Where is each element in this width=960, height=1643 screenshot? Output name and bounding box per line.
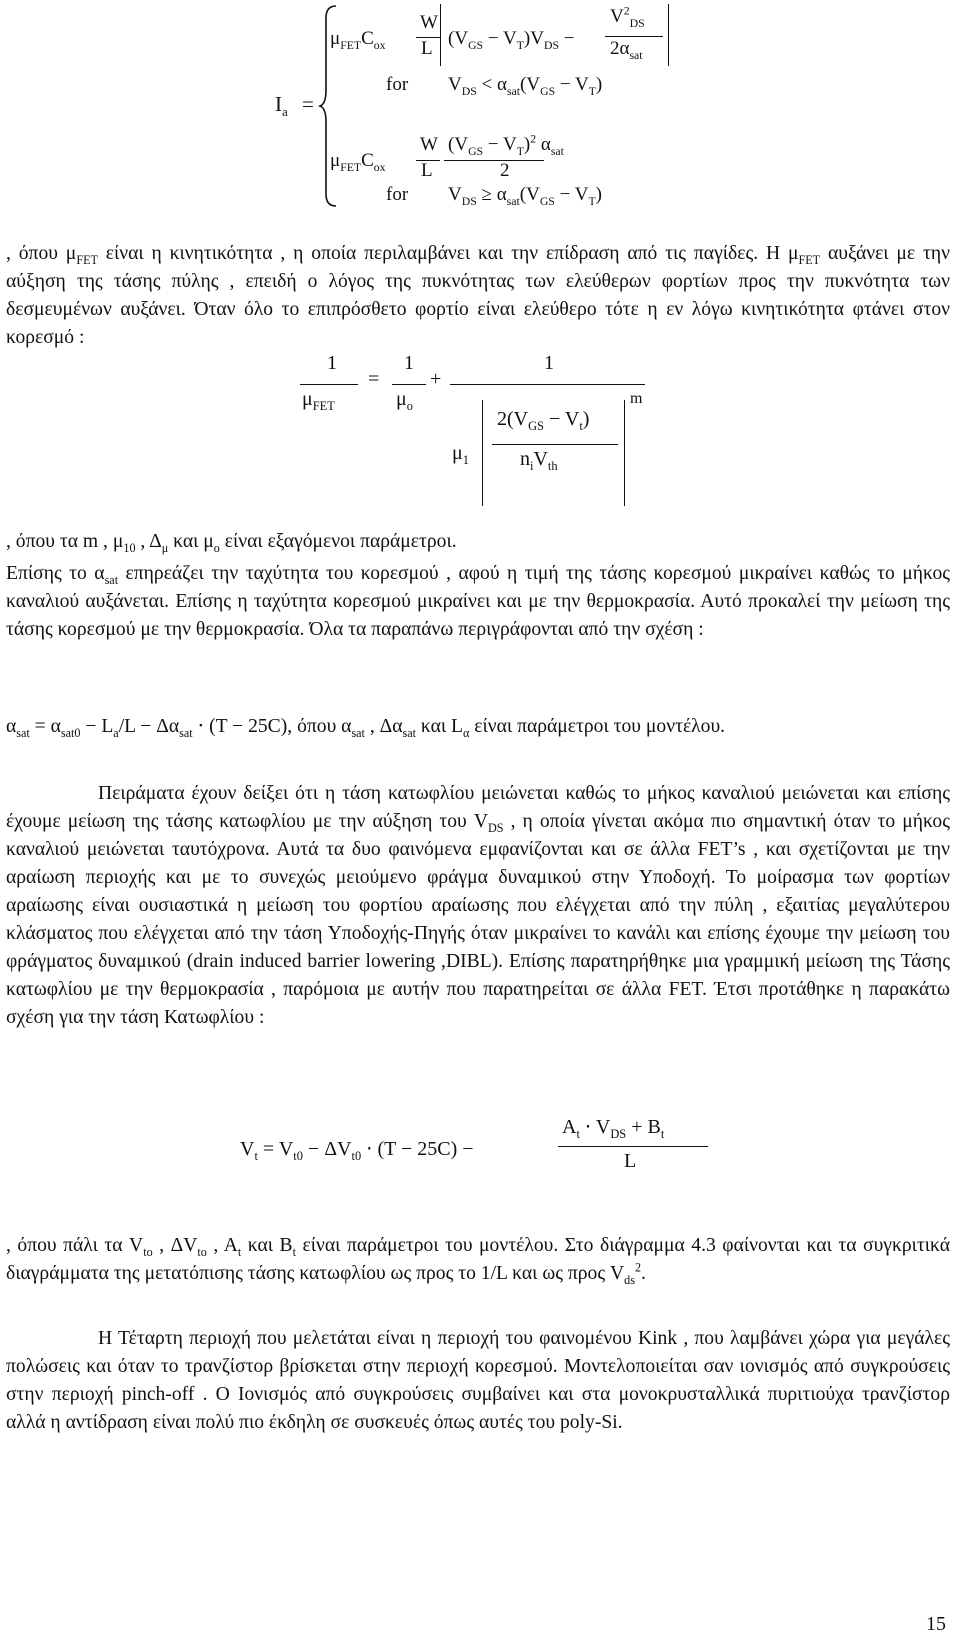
- eq4-numerator: $A_t \cdot V_{DS} + B_t$: [562, 1116, 665, 1141]
- eq2-inner-bar: [492, 444, 618, 445]
- eq1-row1-W: W: [420, 12, 438, 33]
- eq1-row2-mu: $\mu_{FET}C_{ox}$: [330, 150, 386, 174]
- eq2-lhs-den: $\mu_{FET}$: [302, 388, 335, 413]
- page-number: 15: [926, 1613, 946, 1635]
- eq2-term2-num: 1: [544, 352, 554, 374]
- equation-mobility: [0, 352, 960, 522]
- eq1-lhs: $I_a$: [275, 92, 288, 120]
- eq2-equals: =: [368, 368, 380, 390]
- eq2-mu1: $\mu_1$: [452, 442, 469, 467]
- eq2-plus: +: [430, 368, 442, 390]
- eq1-for2: for: [386, 184, 409, 205]
- eq2-exponent-m: m: [630, 390, 643, 407]
- eq2-term1-den: $\mu_o$: [396, 388, 413, 413]
- eq1-row2-num: $(V_{GS} - V_T)^2$ $\alpha_{sat}$: [448, 132, 564, 158]
- paragraph-kink: Η Τέταρτη περιοχή που μελετάται είναι η περιοχή του φαινομένου Kink , που λαμβάνει χώρα για μεγάλες πολώσεις και όταν το τρανζίστορ βρίσκεται στην περιοχή κορεσμού. Μοντελοποιείται σαν ιονισμός από συγκρούσεις στην περιοχή pinch-off . Ο Ιονισμός από συγκρούσεις συμβαίνει και στα μονοκρυσταλλικά πυριτιούχα τρανζίστορ αλλά η αντίδραση είναι πολύ πιο έκδηλη σε συσκευές όπως αυτές του poly-Si.: [6, 1328, 950, 1433]
- eq2-term1-num: 1: [404, 352, 414, 374]
- eq1-row1-mu: $\mu_{FET}C_{ox}$: [330, 28, 386, 52]
- paragraph-parameters: , όπου τα m , $\mu_{10}$ , $\Delta_\mu$ και $\mu_o$ είναι εξαγόμενοι παράμετροι.: [6, 531, 457, 555]
- eq2-inner-num: $2(V_{GS} - V_t)$: [497, 408, 590, 433]
- paragraph-threshold: Πειράματα έχουν δείξει ότι η τάση κατωφλίου μειώνεται καθώς το μήκος καναλιού μειώνεται και επίσης έχουμε μείωση της τάσης κατωφλίου με την αύξηση του $V_{DS}$ , η οποία γίνεται ακόμα πιο σημαντική όταν το μήκος καναλιού μειώνεται ταυτόχρονα. Αυτά τα δυο φαινόμενα εμφανίζονται και σε άλλα FET’s , και σχετίζονται με την αραίωση περιοχής και με το συνεχώς μειούμενο φράγμα δυναμικού στην Υποδοχή. Το μοίρασμα των φορτίων αραίωσης είναι ουσιαστικά η μείωση του φορτίου αραίωσης που ελέγχεται από την πύλη , εξαιτίας μεγαλύτερου κλάσματος που ελέγχεται από την τάση Υποδοχής-Πηγής όταν μικραίνει το κανάλι και επίσης έχουμε την μείωση του φράγματος δυναμικού (drain induced barrier lowering ,DIBL). Επίσης παρατηρήθηκε μια γραμμική μείωση της Τάσης κατωφλίου με την θερμοκρασία , παρόμοια με αυτήν που παρατηρείται σε άλλα FET. Έτσι προτάθηκε η παρακάτω σχέση για την τάση Κατωφλίου :: [6, 783, 950, 1028]
- equation-threshold-voltage: [0, 1110, 960, 1200]
- eq4-body: $V_t = V_{t0} - \Delta V_{t0} \cdot (T - 25C)$ −: [240, 1138, 474, 1163]
- eq2-bracket-right: [624, 400, 625, 506]
- eq1-row1-bracket-right: [668, 4, 669, 66]
- eq2-inner-den: $n_iV_{th}$: [520, 448, 558, 473]
- eq1-row1-frac-bar: [605, 36, 663, 37]
- eq1-row2-frac-bar: [444, 160, 544, 161]
- paragraph-parameters-vt: , όπου πάλι τα $V_{to}$ , $\Delta V_{to}$ , $A_t$ και $B_t$ είναι παράμετροι του μοντέλου. Στο διάγραμμα 4.3 φαίνονται και τα συγκριτικά διαγράμματα της μετατόπισης τάσης κατωφλίου ως προς το 1/L και ως προς $V_{ds}^2$.: [6, 1235, 951, 1287]
- eq2-term2-bar: [450, 384, 645, 385]
- paragraph-mobility: , όπου $\mu_{FET}$ είναι η κινητικότητα , η οποία περιλαμβάνει και την επίδραση από τις παγίδες. Η $\mu_{FET}$ αυξάνει με την αύξηση της τάσης πύλης , επειδή ο λόγος της πυκνότητας των ελεύθερων φορτίων προς την πυκνότητα των δεσμευμένων αυξάνει. Όταν όλο το επιπρόσθετο φορτίο είναι ελεύθερο τότε η εν λόγω κινητικότητα φτάνει στον κορεσμό :: [6, 243, 951, 348]
- equation-drain-current: [0, 0, 960, 215]
- equation-alpha-sat: $\alpha_{sat} = \alpha_{sat0} - L_a/L - \Delta\alpha_{sat} \cdot (T - 25C)$, όπου $\alpha_{sat}$ , $\Delta\alpha_{sat}$ και $L_\alpha$ είναι παράμετροι του μοντέλου.: [6, 716, 726, 740]
- eq1-cond1: $V_{DS} < \alpha_{sat}(V_{GS} - V_T)$: [448, 74, 603, 98]
- eq1-row1-num: $V^2_{DS}$: [610, 4, 645, 30]
- eq2-term1-bar: [392, 384, 426, 385]
- eq1-for1: for: [386, 74, 409, 95]
- eq1-row2-W: W: [420, 134, 438, 155]
- eq1-row1-den: $2\alpha_{sat}$: [610, 38, 643, 62]
- eq1-row1-bracket-left: [440, 4, 441, 66]
- eq1-row1-L: L: [421, 38, 433, 59]
- eq1-cond2: $V_{DS} \ge \alpha_{sat}(V_{GS} - V_T)$: [448, 184, 602, 208]
- eq2-lhs-num: 1: [327, 352, 337, 374]
- eq1-row2-den: 2: [500, 160, 510, 181]
- eq1-row1-body: $(V_{GS} - V_T)V_{DS}$ −: [448, 28, 575, 52]
- eq4-denominator: L: [624, 1150, 637, 1172]
- paragraph-alpha-sat: Επίσης το $\alpha_{sat}$ επηρεάζει την ταχύτητα του κορεσμού , αφού η τιμή της τάσης κορεσμού μικραίνει καθώς το μήκος καναλιού αυξάνεται. Επίσης η ταχύτητα κορεσμού μικραίνει και με την θερμοκρασία. Αυτό προκαλεί την μείωση της τάσης κορεσμού με την θερμοκρασία. Όλα τα παραπάνω περιγράφονται από την σχέση :: [6, 563, 950, 640]
- eq2-bracket-left: [482, 400, 483, 506]
- eq1-equals: =: [302, 92, 314, 116]
- eq1-row2-L: L: [421, 160, 433, 181]
- eq2-lhs-bar: [300, 384, 358, 385]
- eq4-frac-bar: [558, 1146, 708, 1147]
